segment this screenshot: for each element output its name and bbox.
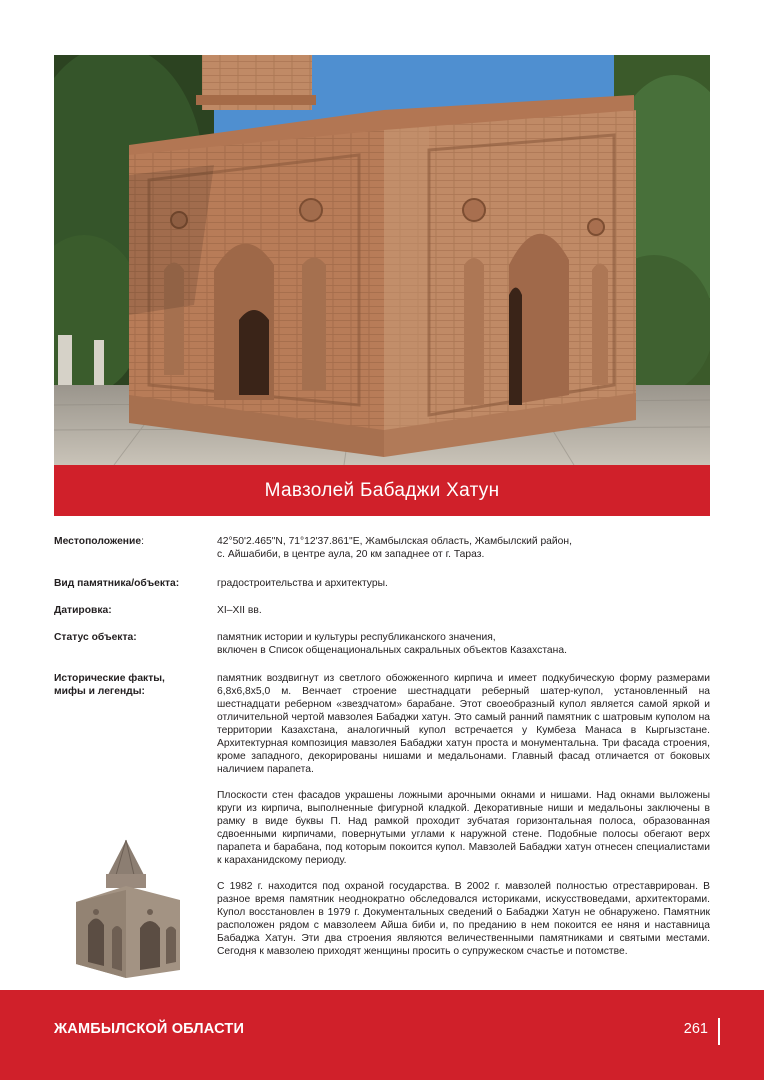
history-label: [54, 672, 204, 698]
status-label: Статус объекта:: [54, 632, 137, 643]
footer-divider: [718, 1018, 720, 1045]
type-label: Вид памятника/объекта:: [54, 578, 180, 589]
history-paragraph-3: С 1982 г. находится под охраной государства. В 2002 г. мавзолей полностью отреставрирован. В разное время памятник неоднократно обследовался историками, искусствоведами, архитекторами. Купол восстановлен в 1979 г. Документальных сведений о Бабаджи Хатун не обнаружено. Памятник расположен рядом с мавзолеем Айша биби и, по преданию в нем покоится ее няня и наставница Бабаджа Хатун. Эти два строения являются величественными памятниками и святыми местами. Сегодня к мавзолею приходят женщины просить о супружеском счастье и потомстве.: [217, 881, 710, 957]
mausoleum-photo: [54, 55, 710, 465]
location-line-1: 42°50'2.465"N, 71°12'37.861"E, Жамбылская область, Жамбылский район,: [217, 536, 572, 547]
dating-label: Датировка:: [54, 605, 112, 616]
location-value: [217, 535, 710, 561]
history-paragraph-2: Плоскости стен фасадов украшены ложными арочными окнами и нишами. Над окнами выложены круги из кирпича, выполненные фигурной кладкой. Декоративные ниши и медальоны заключены в рамку в виде буквы П. Над рамкой проходит зубчатая горизонтальная полоса, образованная сдвоенными кирпичами, повернутыми углами к наружной стене. Подобные полосы обегают верх парапета и барабана, под которым покоится купол. Мавзолей Бабаджи хатун отнесен специалистами к караханидскому периоду.: [217, 790, 710, 866]
history-text: [217, 672, 710, 958]
location-label: [54, 535, 204, 548]
location-label-text: Местоположение: [54, 536, 142, 547]
monument-title: Мавзолей Бабаджи Хатун: [54, 465, 710, 516]
history-label-line-2: мифы и легенды:: [54, 686, 145, 697]
status-line-2: включен в Список общенациональных сакральных объектов Казахстана.: [217, 645, 567, 656]
location-label-colon: :: [141, 536, 144, 547]
history-label-line-1: Исторические факты,: [54, 673, 165, 684]
history-paragraph-1: памятник воздвигнут из светлого обожженного кирпича и имеет подкубическую форму размерами 6,8х6,8х5,0 м. Венчает строение шестнадцати реберный шатер-купол, установленный на шестнадцати реберном «звездчатом» барабане. Этот своеобразный купол является самой яркой и отличительной чертой мавзолея Бабаджи хатун. Это самый ранний памятник с шатровым куполом на территории Казахстана, аналогичный купол встречается у Кумбеза Манаса в Кыргызстане. Архитектурная композиция мавзолея Бабаджи хатун проста и монументальна. Три фасада строения, кроме западного, декорированы нишами и медальонами. Главный фасад отличается от боковых наличием парапета.: [217, 673, 710, 775]
page-number: 261: [683, 1021, 708, 1037]
mausoleum-illustration: [68, 830, 188, 980]
dating-value: XI–XII вв.: [217, 605, 262, 616]
status-line-1: памятник истории и культуры республиканского значения,: [217, 632, 496, 643]
type-value: градостроительства и архитектуры.: [217, 578, 388, 589]
location-line-2: с. Айшабиби, в центре аула, 20 км западнее от г. Тараз.: [217, 549, 485, 560]
status-value: [217, 631, 710, 657]
footer-region: ЖАМБЫЛСКОЙ ОБЛАСТИ: [54, 1021, 245, 1037]
footer-band: [0, 990, 764, 1080]
